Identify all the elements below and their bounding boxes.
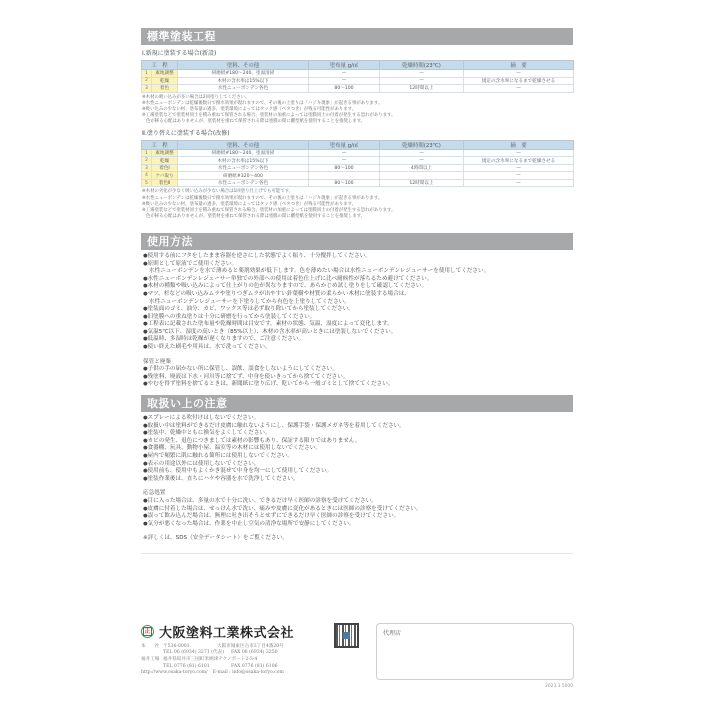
row-material: 水性ニューボンデン各色 (178, 85, 309, 93)
row-amount: — (309, 70, 380, 78)
list-item: ● マツ、杉などの吸い込みムラや塗りつぎムラが出やすい針葉樹や材質の柔らかい木材に塗装する場合は、 (143, 291, 573, 299)
document-code: 2023.3.5000 (545, 684, 573, 689)
row-amount: — (309, 77, 380, 85)
row-remarks: 規定の含水率になるまで乾燥させる (464, 77, 574, 85)
row-dry-time: — (380, 149, 464, 157)
list-item: ● 食器棚、玩具、動物小屋、温室等の木材には使用しないでください。 (143, 445, 573, 453)
list-item: ● 表示の用途以外には使用しないでください。 (143, 461, 573, 469)
row-amount: 80～100 (309, 164, 380, 172)
row-material: 水性ニューボンデン各色 (178, 164, 309, 172)
company-addresses (141, 644, 284, 676)
list-item: ● 使用前も、使用中もよくかき混ぜて中身を均一にして使用してください。 (143, 468, 573, 476)
row-dry-time: 12時間以上 (380, 85, 464, 93)
list-item: ● 取扱い中は塗料ができるだけ皮膚に触れないようにし、保護手袋・保護メガネ等を着用してください。 (143, 423, 573, 431)
table-row (142, 164, 574, 172)
list-item: ● 子供の手の届かない所に保管し、誤飲、誤食をしないようにしてください。 (143, 366, 573, 374)
usage-list (141, 253, 573, 389)
col-header-remarks: 摘 要 (464, 61, 574, 70)
handling-list (141, 415, 573, 543)
note-line: 色が移る心配はありませんが、塗装材を重ねて保管される際は塗膜の間に離型紙を使用することを推奨します。 (146, 118, 366, 124)
hq-phone-row (141, 650, 284, 656)
company-logo-icon (141, 625, 154, 638)
col-header-material: 塗料、その他 (178, 61, 309, 70)
row-amount (309, 172, 380, 180)
list-item: ● 水性ニューボンデンレジューサー単独での外部への使用は着色仕上げに比べ耐候性が落ちるため避けてください。 (143, 276, 573, 284)
logo-char: 正 (144, 628, 151, 635)
row-number: 3 (142, 164, 152, 172)
notes-repaint (141, 189, 573, 219)
col-header-dry-time: 乾燥時間(23℃) (380, 140, 464, 149)
list-item: ● やむを得ず塗料を捨てるときは、新聞紙に塗り広げ、乾いてから一般ゴミとして捨ててください。 (143, 381, 573, 389)
notes-new-construction (141, 95, 573, 125)
table-row (142, 157, 574, 165)
section-title-usage: 使用方法 (141, 233, 573, 250)
website-link[interactable]: http://www.osaka-toryo.com/ (141, 669, 208, 675)
list-item: ● 皮膚に付着した場合は、せっけん水で洗い、痛みや皮膚に変化があるときには医師の診察を受けてください。 (143, 506, 573, 514)
col-header-amount: 塗布量 g/㎡ (309, 61, 380, 70)
agent-label: 代理店 (383, 630, 402, 637)
process-table-new (141, 60, 574, 93)
note-line: ※木材の吸い込みが多い場合は2回塗りしてください。 (142, 94, 250, 100)
table-header-row (142, 61, 574, 70)
row-remarks: — (464, 172, 574, 180)
note-line: 色が移る心配はありませんが、塗装材を重ねて保管される際は塗膜の間に離型紙を使用することを推奨します。 (146, 213, 366, 219)
company-footer (141, 622, 573, 692)
row-amount: 80～100 (309, 179, 380, 187)
note-line: ※水性ニューボンデンは乾燥後数日で撥水効果が現れますので、その後の上塗りは「ハジキ現象」が起きる事があります。 (142, 100, 383, 106)
row-step: 乾燥 (152, 157, 178, 165)
list-item: ● 気温5℃以下、湿度の高いとき（85%以上）、木材の含水率が高いときには塗装しないでください。 (143, 329, 573, 337)
col-header-dry-time: 乾燥時間(23℃) (380, 61, 464, 70)
sds-note: ※詳しくは、SDS（安全データシート）をご覧ください。 (143, 535, 288, 542)
hq-fax: FAX 06 (6934) 3250 (231, 650, 278, 656)
email-link[interactable]: E-mail : info@osaka-toryo.com (212, 669, 284, 675)
row-step: 素地調整 (152, 70, 178, 78)
row-number: 3 (142, 85, 152, 93)
row-number: 4 (142, 172, 152, 180)
row-number: 1 (142, 149, 152, 157)
first-aid-heading: 応急処置 (143, 490, 166, 497)
factory-address: 福井県坂井市三国町米納津テクノポート2-3-4 (163, 657, 258, 663)
list-item: ● カビの発生、退色につきましては素材の影響もあり、保証する限りではありません。 (143, 438, 573, 446)
row-remarks: — (464, 85, 574, 93)
row-number: 5 (142, 179, 152, 187)
note-line: ※吸い込みの少ない材、塗布量の過多、塗装環境によってはタック感（ベタつき）が残る可能性があります。 (142, 201, 357, 207)
row-step: 着色 (152, 85, 178, 93)
row-dry-time (380, 172, 464, 180)
col-header-step: 工 程 (142, 140, 178, 149)
factory-label: 福井工場 (141, 657, 160, 663)
list-item: ● スプレーによる吹付けはしないでください。 (143, 415, 573, 423)
section-title-standard-process: 標準塗装工程 (141, 28, 573, 45)
row-dry-time: — (380, 157, 464, 165)
list-item: ● 原則として原液でご使用ください。 (143, 261, 573, 269)
col-header-step: 工 程 (142, 61, 178, 70)
factory-fax: FAX 0776 (81) 6106 (231, 663, 278, 669)
hq-label: 本 社 (141, 644, 160, 649)
document-page (141, 28, 573, 554)
list-item: ● 塗装中、乾燥中ともに換気をよくしてください。 (143, 430, 573, 438)
table-row (142, 85, 574, 93)
note-line: ※工場塗装などで塗装材同士を積み重ねて保管される場合、塗装材の加重によっては塗膜同士の付着が発生する恐れがあります。 (142, 207, 396, 213)
row-remarks: 規定の含水率になるまで乾燥させる (464, 157, 574, 165)
process-table-repaint (141, 140, 574, 188)
row-material: 研磨紙#180～240、塗面清掃 (178, 70, 309, 78)
note-line: ※水性ニューボンデンは乾燥後数日で撥水効果が現れますので、その後の上塗りは「ハジキ現象」が起きる事があります。 (142, 195, 383, 201)
table-row (142, 70, 574, 78)
row-material: 水性ニューボンデン各色 (178, 179, 309, 187)
col-header-amount: 塗布量 g/㎡ (309, 140, 380, 149)
row-remarks: — (464, 70, 574, 78)
table-row (142, 172, 574, 180)
list-item: ● 使い終えた刷毛や用具は、水で洗ってください。 (143, 344, 573, 352)
list-item: ● 屋内で頻繁に肌に触れる箇所には使用しないでください。 (143, 453, 573, 461)
table-row (142, 149, 574, 157)
row-dry-time: 12時間以上 (380, 179, 464, 187)
hq-tel: TEL 06 (6934) 3271 (代表) (163, 650, 224, 656)
row-amount: 80～100 (309, 85, 380, 93)
list-item-continuation: 水性ニューボンデンを水で薄めると薬剤効果が低下します。色を薄めたい場合は水性ニューボンデンレジューサーを使用してください。 (149, 268, 490, 275)
row-step: 着色Ⅰ (152, 164, 178, 172)
note-line: ※工場塗装などで塗装材同士を積み重ねて保管される場合、塗装材の加重によっては塗膜同士の付着が発生する恐れがあります。 (142, 112, 396, 118)
list-item: ● 目に入った場合は、多量の水で十分に洗い、できるだけ早く医師の診察を受けてください。 (143, 498, 573, 506)
company-logo-row (141, 622, 294, 641)
spacer (141, 650, 163, 656)
row-material: 木材の含水率は15%以下 (178, 77, 309, 85)
list-item: ● 木材の種類や吸い込みによって仕上がりの色が異なりますので、あらかじめ試し塗りをして確認してください。 (143, 283, 573, 291)
table-header-row (142, 140, 574, 149)
row-number: 1 (142, 70, 152, 78)
list-item: ● 誤って飲み込んだ場合は、無理に吐き出そうとせずにできるだけ早く医師の診察を受けてください。 (143, 513, 573, 521)
subtitle-repaint: Ⅱ.塗り替えに塗装する場合(改修) (142, 129, 230, 137)
list-item: ● 残塗料、廃液は下水・河川等に捨てず、中身を使いきってから捨ててください。 (143, 374, 573, 382)
list-item: ● 気分が悪くなった場合は、作業を中止し空気の清浄な場所で安静にしてください。 (143, 521, 573, 529)
row-number: 2 (142, 77, 152, 85)
storage-heading: 保管と廃棄 (143, 358, 171, 365)
list-item: ● 低温時、多湿時は乾燥が遅くなりますので、ご注意ください。 (143, 336, 573, 344)
col-header-remarks: 摘 要 (464, 140, 574, 149)
list-item: ● 塗装作業後は、直ちにハケや容器を水で洗浄してください。 (143, 476, 573, 484)
list-item: ● 塗装面のゴミ、油分、カビ、ワックス等は必ず取り除いてから塗装してください。 (143, 306, 573, 314)
hq-address: 大阪市城東区古市3丁目4番20号 (217, 644, 284, 649)
section-title-handling: 取扱い上の注意 (141, 395, 573, 412)
company-name: 大阪塗料工業株式会社 (159, 626, 295, 641)
list-item-continuation: 水性ニューボンデンレジューサーを下塗りしてから有色を上塗りしてください。 (149, 298, 350, 305)
row-step: ケバ取り (152, 172, 178, 180)
agent-stamp-box (376, 623, 574, 680)
row-material: 研磨紙#320～400 (178, 172, 309, 180)
row-remarks: — (464, 149, 574, 157)
row-amount: — (309, 157, 380, 165)
row-remarks: — (464, 179, 574, 187)
row-step: 乾燥 (152, 77, 178, 85)
col-header-material: 塗料、その他 (178, 140, 309, 149)
factory-tel: TEL 0776 (81) 6101 (163, 663, 210, 669)
row-step: 着色Ⅱ (152, 179, 178, 187)
subtitle-new-construction: Ⅰ.新規に塗装する場合(新設) (142, 50, 217, 57)
list-item: ● 工程表に記載された塗布量や乾燥時間は目安です。素材の状態、気温、湿度によって変化します。 (143, 321, 573, 329)
row-dry-time: 4時間以上 (380, 164, 464, 172)
row-dry-time: — (380, 77, 464, 85)
row-step: 素地調整 (152, 149, 178, 157)
note-line: ※木材の劣化が少なく吸い込みが少ない場合は1回塗り仕上げでも可能です。 (142, 189, 294, 195)
note-line: ※吸い込みの少ない材、塗布量の過多、塗装環境によってはタック感（ベタつき）が残る可能性があります。 (142, 106, 357, 112)
row-material: 木材の含水率は15%以下 (178, 157, 309, 165)
table-row (142, 77, 574, 85)
footer-divider (141, 553, 573, 554)
web-row (141, 670, 284, 676)
row-remarks: — (464, 164, 574, 172)
table-row (142, 179, 574, 187)
qr-code-icon[interactable] (334, 623, 359, 648)
list-item: ● 旧塗膜への重ね塗りは十分に研磨を行ってから塗装してください。 (143, 314, 573, 322)
row-amount: — (309, 149, 380, 157)
row-dry-time: — (380, 70, 464, 78)
list-item: ● 使用する前にフタをしたまま容器を逆さにした状態でよく振り、十分攪拌してください。 (143, 253, 573, 261)
row-number: 2 (142, 157, 152, 165)
hq-zip: 〒536-0001 (163, 644, 190, 649)
row-material: 研磨紙#180～240、塗面清掃 (178, 149, 309, 157)
